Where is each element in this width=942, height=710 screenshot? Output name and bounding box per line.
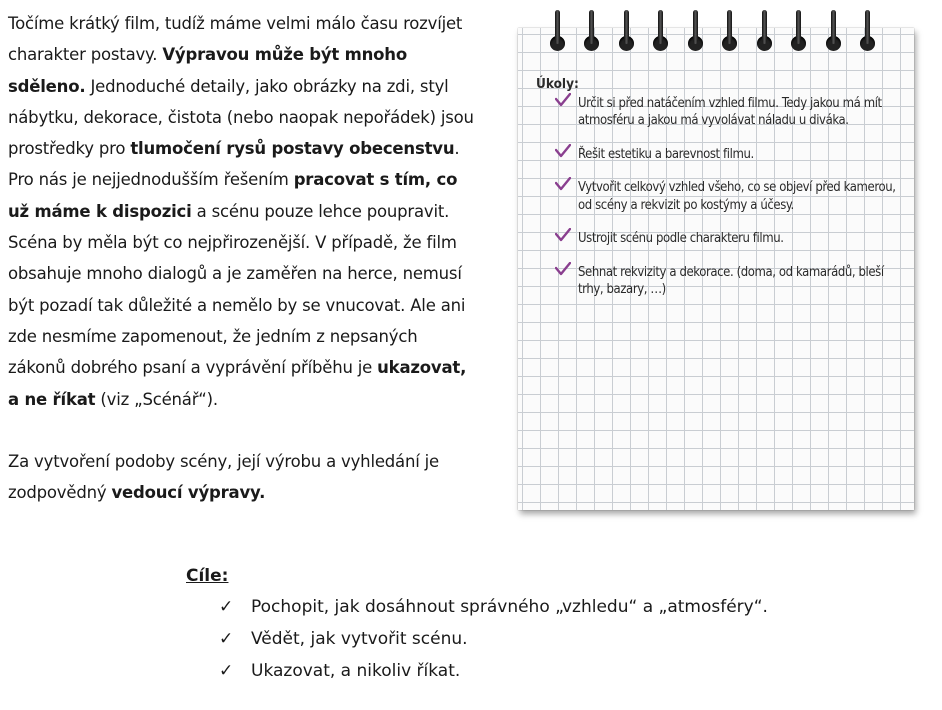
checkmark-icon — [555, 262, 571, 276]
task-item: Sehnat rekvizity a dekorace. (doma, od kamarádů, bleší trhy, bazary, …) — [536, 264, 906, 299]
tick-icon: ✓ — [219, 629, 234, 649]
task-item: Řešit estetiku a barevnost filmu. — [536, 146, 906, 164]
task-list-title: Úkoly: — [536, 76, 579, 92]
paragraph-2: Za vytvoření podoby scény, její výrobu a vyhledání je zodpovědný vedoucí výpravy. — [8, 451, 439, 503]
checkmark-icon — [555, 228, 571, 242]
goals-title: Cíle: — [186, 566, 229, 586]
main-text — [8, 8, 476, 508]
goals-section — [186, 566, 768, 688]
spiral-ring-icon — [617, 10, 637, 56]
spiral-ring-icon — [755, 10, 775, 56]
tick-icon: ✓ — [219, 597, 234, 617]
task-item: Ustrojit scénu podle charakteru filmu. — [536, 230, 906, 248]
task-item: Vytvořit celkový vzhled všeho, co se objeví před kamerou, od scény a rekvizit po kostýmy a účesy. — [536, 179, 906, 214]
spiral-ring-icon — [651, 10, 671, 56]
paragraph-1: Točíme krátký film, tudíž máme velmi málo času rozvíjet charakter postavy. Výpravou může být mnoho sděleno. Jednoduché detaily, jako obrázky na zdi, styl nábytku, dekorace, čistota (nebo naopak nepořádek) jsou prostředky pro tlumočení rysů postavy obecenstvu. Pro nás je nejjednodušším řešením pracovat s tím, co už máme k dispozici a scénu pouze lehce poupravit. Scéna by měla být co nejpřirozenější. V případě, že film obsahuje mnoho dialogů a je zaměřen na herce, nemusí být pozadí tak důležité a nemělo by se vnucovat. Ale ani zde nesmíme zapomenout, že jedním z nepsaných zákonů dobrého psaní a vyprávění příběhu je ukazovat, a ne říkat (viz „Scénář“). — [8, 14, 474, 409]
spiral-ring-icon — [858, 10, 878, 56]
checkmark-icon — [555, 177, 571, 191]
spiral-ring-icon — [720, 10, 740, 56]
spiral-ring-icon — [686, 10, 706, 56]
goal-item: ✓ Pochopit, jak dosáhnout správného „vzhledu“ a „atmosféry“. — [186, 592, 768, 624]
spiral-ring-icon — [789, 10, 809, 56]
checkmark-icon — [555, 144, 571, 158]
goal-item: ✓ Vědět, jak vytvořit scénu. — [186, 624, 768, 656]
spiral-ring-icon — [824, 10, 844, 56]
goal-item: ✓ Ukazovat, a nikoliv říkat. — [186, 656, 768, 688]
spiral-ring-icon — [582, 10, 602, 56]
task-list — [536, 76, 906, 315]
notebook-spiral — [548, 10, 878, 56]
spiral-ring-icon — [548, 10, 568, 56]
task-item: Určit si před natáčením vzhled filmu. Tedy jakou má mít atmosféru a jakou má vyvolávat náladu u diváka. — [536, 95, 906, 130]
checkmark-icon — [555, 93, 571, 107]
tick-icon: ✓ — [219, 661, 234, 681]
